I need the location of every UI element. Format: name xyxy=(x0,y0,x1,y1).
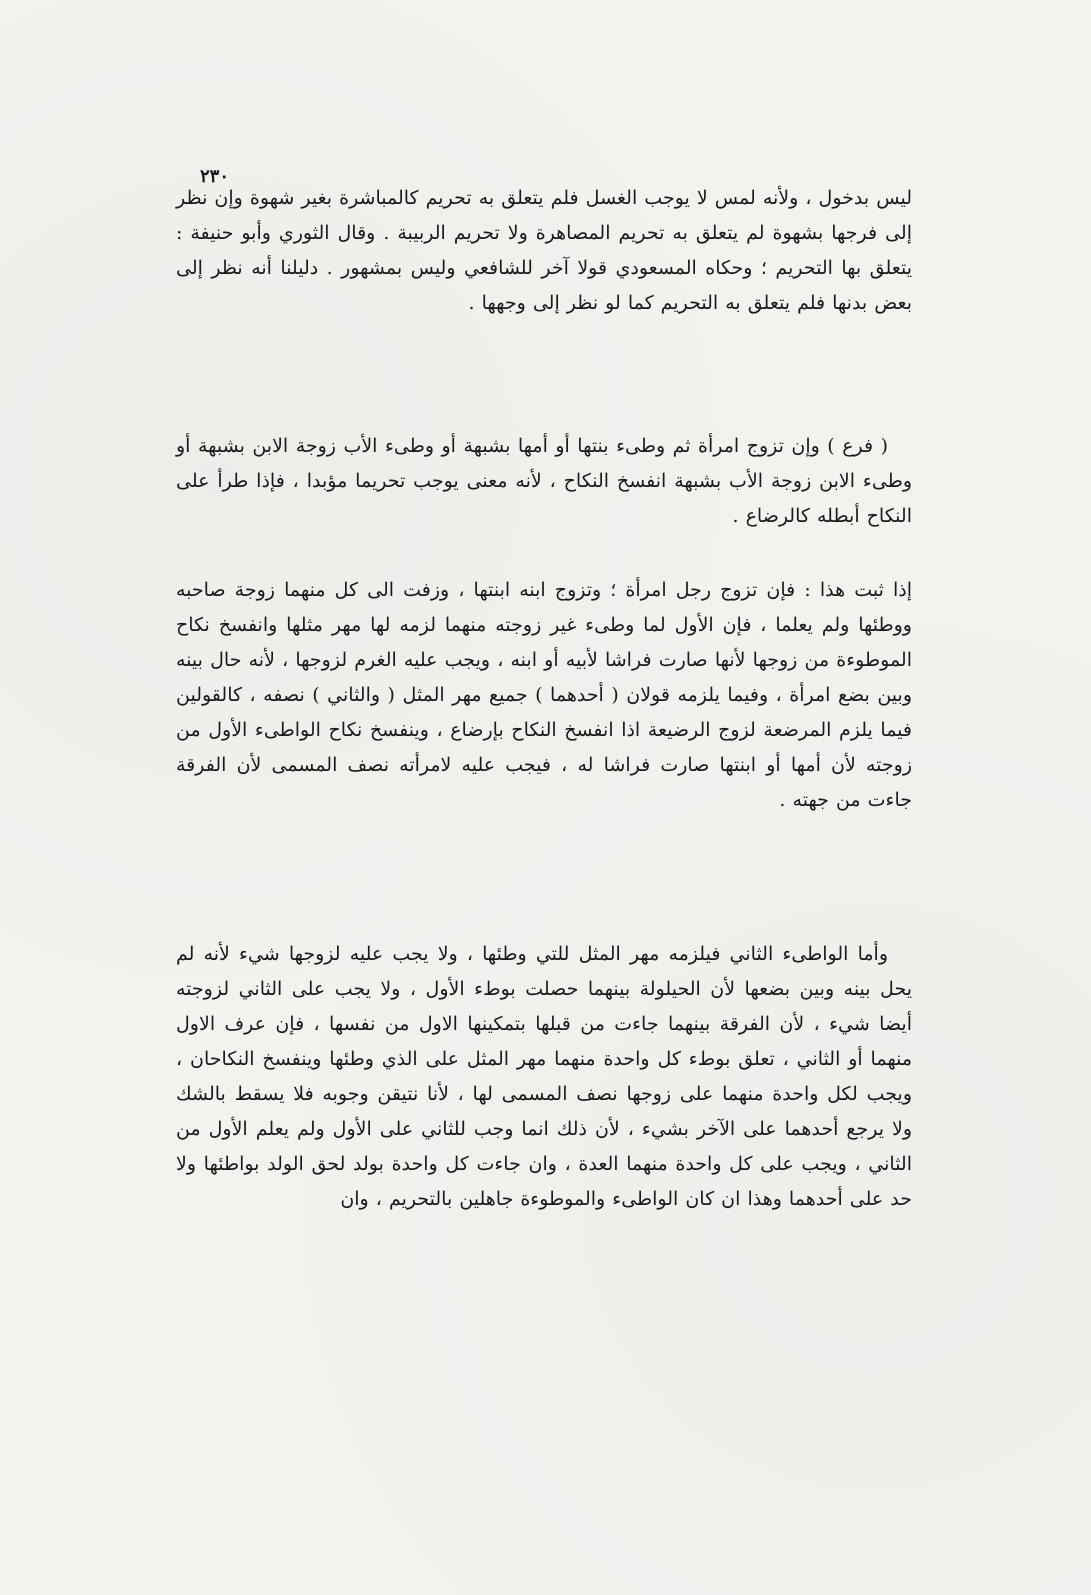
paragraph-3 xyxy=(176,573,912,818)
paragraph-text: وأما الواطىء الثاني فيلزمه مهر المثل للتي وطئها ، ولا يجب عليه لزوجها شيء لأنه لم يحل بينه وبين بضعها لأن الحيلولة بينهما حصلت بوطء الأول ، ولا يجب على الثاني لزوجته أيضا شيء ، لأن الفرقة بينهما جاءت من قبلها بتمكينها الاول من نفسها ، فإن عرف الاول منهما أو الثاني ، تعلق بوطء كل واحدة منهما مهر المثل على الذي وطئها وينفسخ النكاحان ، ويجب لكل واحدة منهما على زوجها نصف المسمى لها ، لأنا نتيقن وجوبه فلا يسقط بالشك ولا يرجع أحدهما على الآخر بشيء ، لأن ذلك انما وجب للثاني على الأول ولم يعلم الأول من الثاني ، ويجب على كل واحدة منهما العدة ، وان جاءت كل واحدة بولد لحق الولد بواطئها ولا حد على أحدهما وهذا ان كان الواطىء والموطوءة جاهلين بالتحريم ، وان xyxy=(176,943,912,1210)
paragraph-4 xyxy=(176,937,912,1217)
paragraph-2 xyxy=(176,429,912,534)
paragraph-text: إذا ثبت هذا : فإن تزوج رجل امرأة ؛ وتزوج ابنه ابنتها ، وزفت الى كل منهما زوجة صاحبه ووطئها ولم يعلما ، فإن الأول لما وطىء غير زوجته منهما لزمه لها مهر مثلها وانفسخ نكاح الموطوءة من زوجها لأنها صارت فراشا لأبيه أو ابنه ، ويجب عليه الغرم لزوجها ، لأنه حال بينه وبين بضع امرأة ، وفيما يلزمه قولان ( أحدهما ) جميع مهر المثل ( والثاني ) نصفه ، كالقولين فيما يلزم المرضعة لزوج الرضيعة اذا انفسخ النكاح بإرضاع ، وينفسخ نكاح الواطىء الأول من زوجته لأن أمها أو ابنتها صارت فراشا له ، فيجب عليه لامرأته نصف المسمى لأن الفرقة جاءت من جهته . xyxy=(176,579,912,811)
page-number: ٢٣٠ xyxy=(200,166,230,187)
paragraph-text: ليس بدخول ، ولأنه لمس لا يوجب الغسل فلم يتعلق به تحريم كالمباشرة بغير شهوة وإن نظر إلى فرجها بشهوة لم يتعلق به تحريم المصاهرة ولا تحريم الربيبة . وقال الثوري وأبو حنيفة : يتعلق بها التحريم ؛ وحكاه المسعودي قولا آخر للشافعي وليس بمشهور . دليلنا أنه نظر إلى بعض بدنها فلم يتعلق به التحريم كما لو نظر إلى وجهها . xyxy=(176,187,912,314)
paragraph-text: ( فرع ) وإن تزوج امرأة ثم وطىء بنتها أو أمها بشبهة أو وطىء الأب زوجة الابن بشبهة أو وطىء الابن زوجة الأب بشبهة انفسخ النكاح ، لأنه معنى يوجب تحريما مؤبدا ، فإذا طرأ على النكاح أبطله كالرضاع . xyxy=(176,435,912,527)
paragraph-1 xyxy=(176,181,912,321)
